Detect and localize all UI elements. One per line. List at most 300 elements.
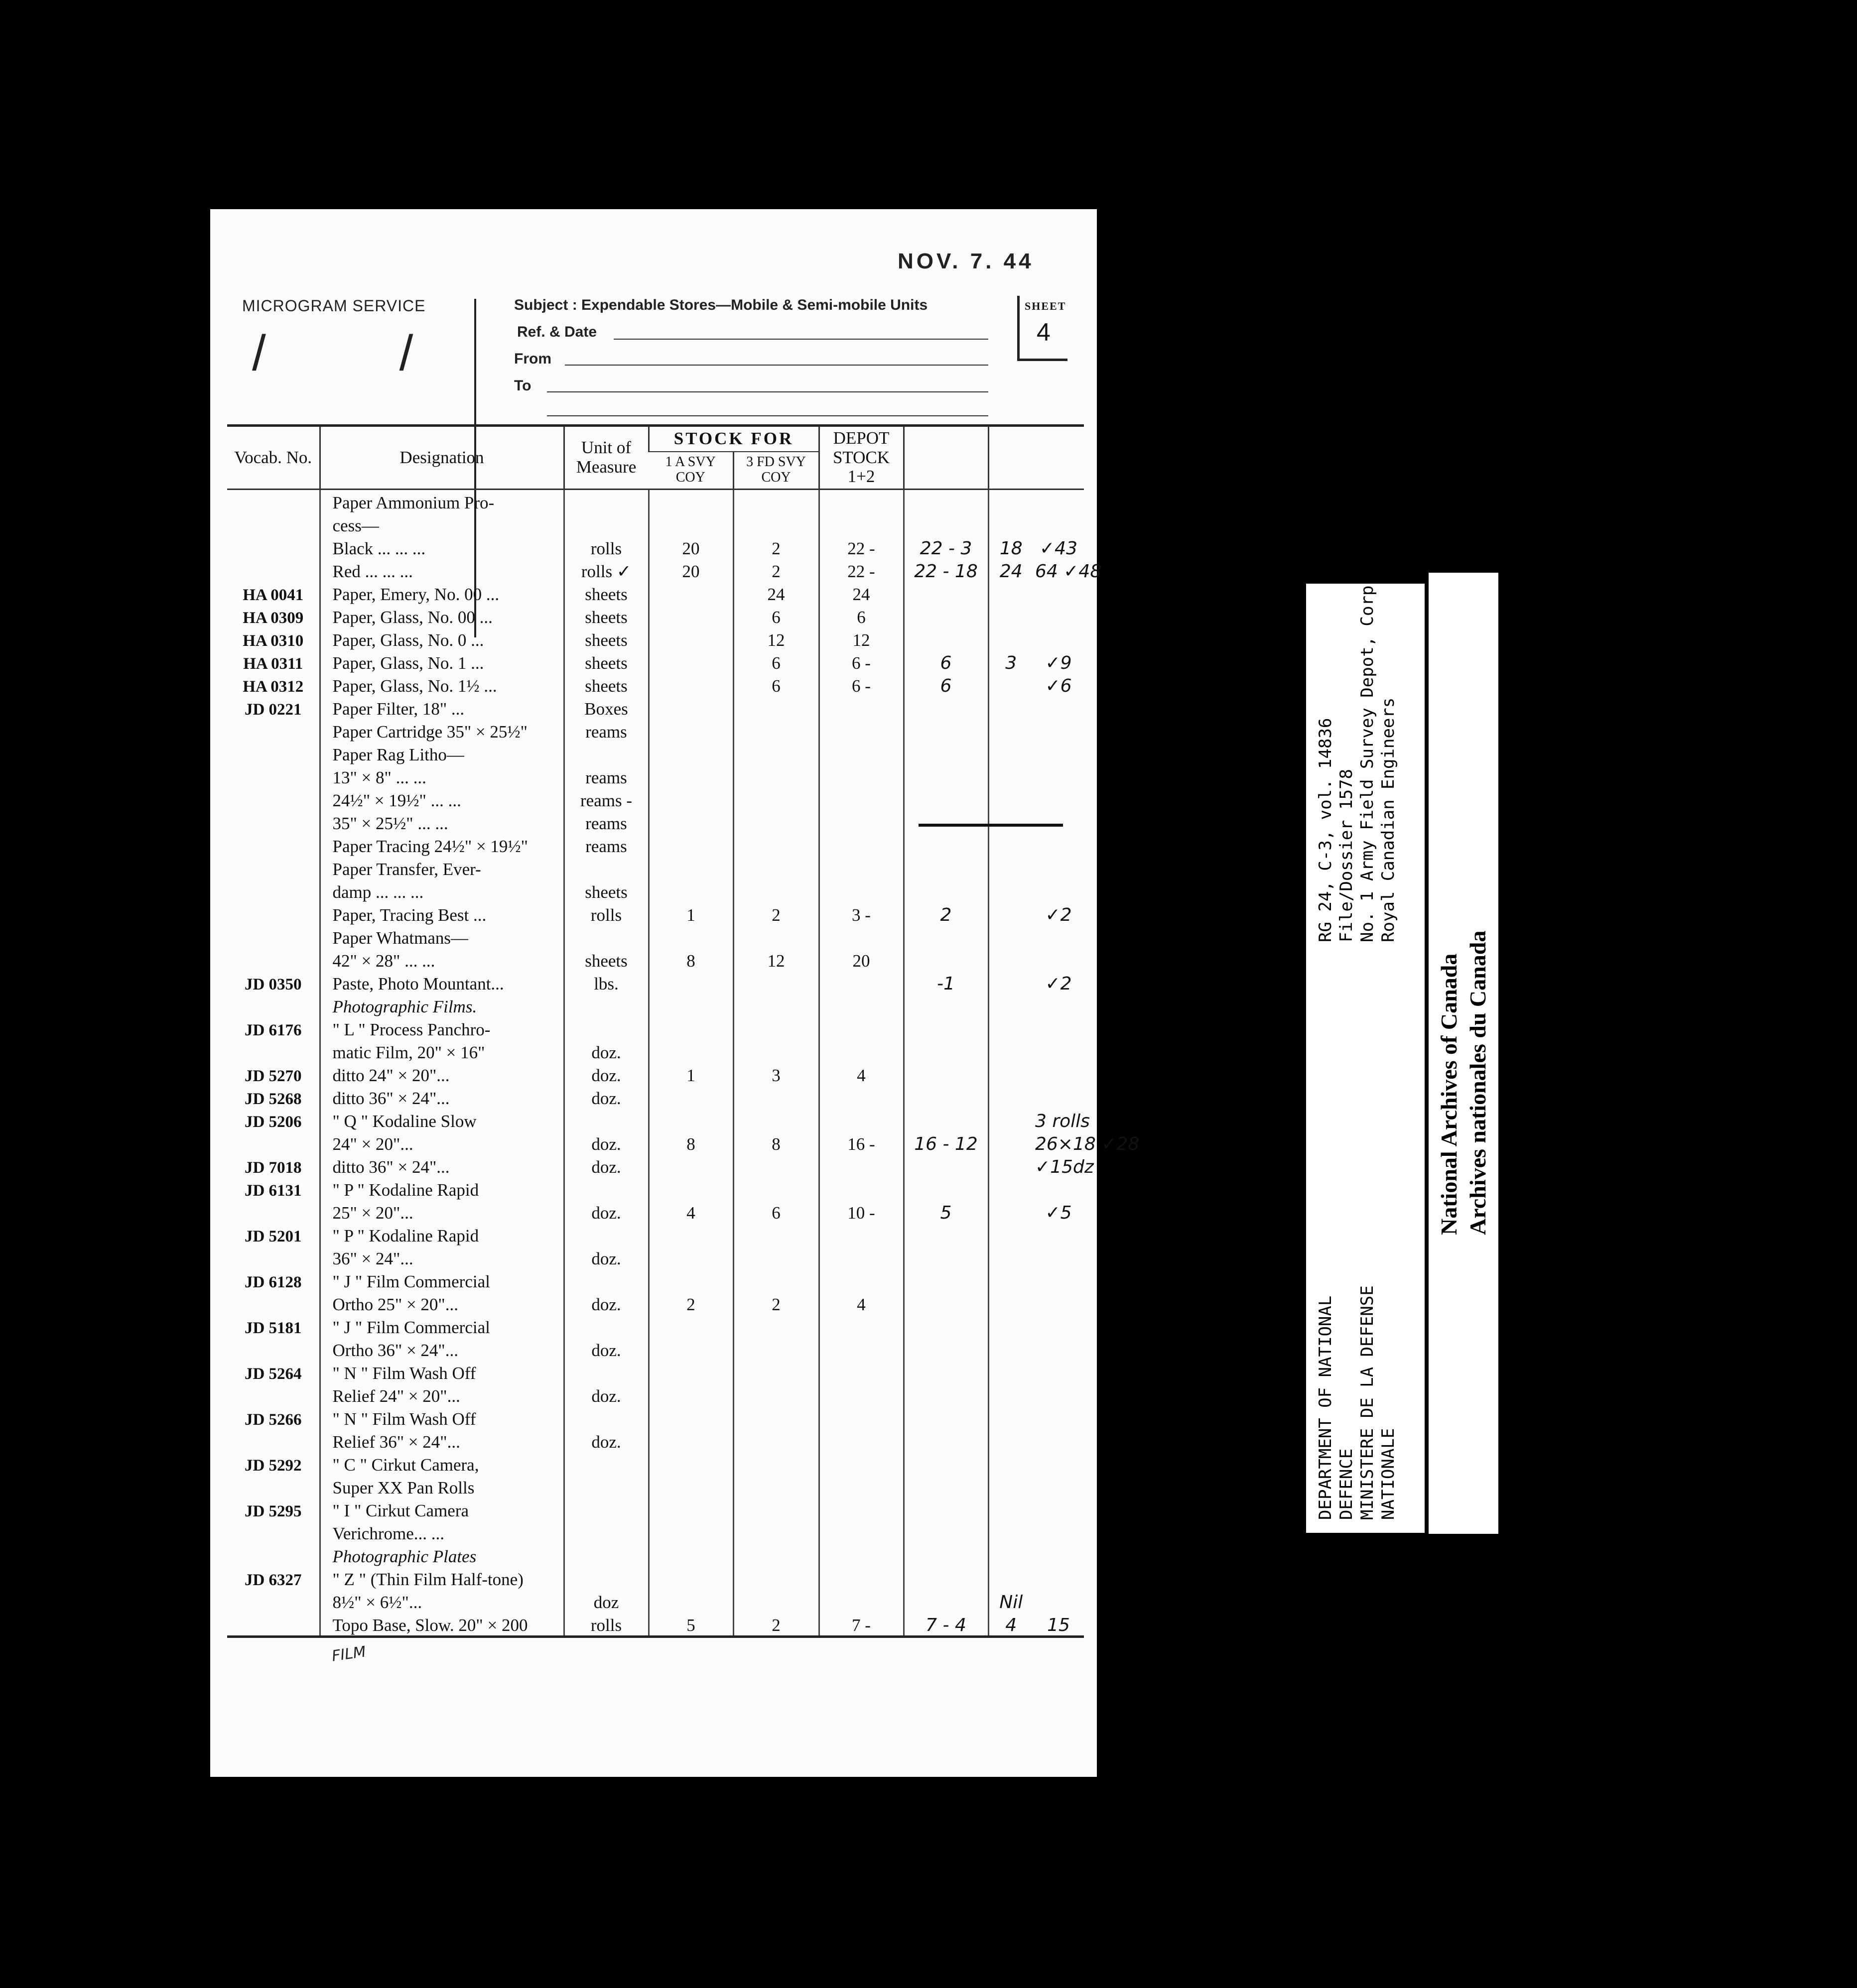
depot-stock-cell: 6 - <box>819 673 904 696</box>
vocab-cell: HA 0041 <box>243 586 304 604</box>
designation-cell: " P " Kodaline Rapid <box>320 1177 564 1200</box>
stock-3fd-cell: 2 <box>733 1292 819 1315</box>
depot-stock-cell: 20 <box>819 948 904 971</box>
unit-cell: reams <box>564 719 649 742</box>
handwritten-note-cell: 22 - 18 <box>904 559 988 582</box>
handwritten-note-cell <box>1033 1269 1084 1292</box>
table-row <box>227 788 1084 811</box>
handwritten-note-cell <box>904 1361 988 1383</box>
designation-cell: Paper, Glass, No. 0 ... <box>320 627 564 650</box>
stock-1a-cell <box>649 925 733 948</box>
designation-cell: 35" × 25½" ... ... <box>320 811 564 834</box>
designation-cell: 8½" × 6½"... <box>320 1590 564 1613</box>
table-row <box>227 1544 1084 1567</box>
depot-stock-cell: 22 - <box>819 559 904 582</box>
stock-3fd-cell <box>733 811 819 834</box>
unit-cell <box>564 1177 649 1200</box>
table-row <box>227 513 1084 536</box>
depot-stock-cell: 4 <box>819 1292 904 1315</box>
designation-cell: 24½" × 19½" ... ... <box>320 788 564 811</box>
designation-cell: " Z " (Thin Film Half-tone) <box>320 1567 564 1590</box>
depot-stock-cell <box>819 971 904 994</box>
depot-stock-cell: 6 - <box>819 650 904 673</box>
unit-cell: sheets <box>564 650 649 673</box>
from-line <box>565 365 988 366</box>
archive-line: Royal Canadian Engineers <box>1378 697 1398 942</box>
depot-stock-cell: 12 <box>819 627 904 650</box>
stock-1a-cell <box>649 1429 733 1452</box>
stock-3fd-cell: 3 <box>733 1063 819 1086</box>
handwritten-note-cell <box>988 1269 1033 1292</box>
handwritten-note-cell <box>1033 1315 1084 1338</box>
handwritten-note-cell <box>904 1177 988 1200</box>
stock-1a-cell: 1 <box>649 1063 733 1086</box>
table-row <box>227 1131 1084 1154</box>
handwritten-note-cell <box>1033 1177 1084 1200</box>
depot-stock-cell <box>819 1498 904 1521</box>
unit-cell <box>564 1521 649 1544</box>
designation-cell: Topo Base, Slow. 20" × 200 <box>320 1613 564 1637</box>
header-vocab: Vocab. No. <box>227 426 320 490</box>
stock-3fd-cell <box>733 1567 819 1590</box>
stock-1a-cell: 20 <box>649 536 733 559</box>
handwritten-note-cell <box>988 1131 1033 1154</box>
table-row <box>227 879 1084 902</box>
depot-stock-cell <box>819 1109 904 1131</box>
designation-cell: " P " Kodaline Rapid <box>320 1223 564 1246</box>
table-row <box>227 1154 1084 1177</box>
table-row <box>227 1017 1084 1040</box>
vocab-cell: JD 5292 <box>244 1456 302 1475</box>
unit-cell: doz. <box>564 1383 649 1406</box>
vocab-cell <box>227 1475 320 1498</box>
handwritten-note-cell <box>904 857 988 879</box>
table-row <box>227 1177 1084 1200</box>
depot-stock-cell <box>819 1429 904 1452</box>
designation-cell: Paper Whatmans— <box>320 925 564 948</box>
table-row <box>227 1361 1084 1383</box>
handwritten-note-cell <box>904 1429 988 1452</box>
handwritten-note-cell <box>904 742 988 765</box>
vocab-cell <box>227 1383 320 1406</box>
handwritten-note-cell: ✓2 <box>1045 973 1072 994</box>
handwritten-note-cell <box>988 627 1033 650</box>
unit-cell: rolls ✓ <box>564 559 649 582</box>
handwritten-note-cell <box>988 513 1033 536</box>
handwritten-note-cell <box>904 1063 988 1086</box>
vocab-cell <box>227 513 320 536</box>
unit-cell <box>564 1406 649 1429</box>
stock-1a-cell <box>649 879 733 902</box>
stock-3fd-cell <box>733 879 819 902</box>
to-label: To <box>514 377 531 394</box>
table-row <box>227 994 1084 1017</box>
table-row <box>227 834 1084 857</box>
handwritten-note-cell <box>1033 1040 1084 1063</box>
designation-cell: ditto 24" × 20"... <box>320 1063 564 1086</box>
stock-3fd-cell <box>733 1017 819 1040</box>
stock-1a-cell <box>649 1086 733 1109</box>
stock-3fd-cell <box>733 1223 819 1246</box>
vocab-cell <box>227 902 320 925</box>
handwritten-note-cell <box>904 627 988 650</box>
designation-cell: 25" × 20"... <box>320 1200 564 1223</box>
handwritten-note-cell <box>988 994 1033 1017</box>
handwritten-note-cell <box>904 948 988 971</box>
film-margin-note: FILM <box>330 1643 367 1665</box>
handwritten-note-cell <box>904 1338 988 1361</box>
stock-1a-cell: 20 <box>649 559 733 582</box>
stock-3fd-cell <box>733 1040 819 1063</box>
unit-cell: sheets <box>564 582 649 605</box>
designation-cell: " N " Film Wash Off <box>320 1406 564 1429</box>
vocab-cell: JD 5270 <box>244 1067 302 1085</box>
stock-3fd-cell <box>733 1452 819 1475</box>
handwritten-note-cell <box>1033 1544 1084 1567</box>
unit-cell: sheets <box>564 879 649 902</box>
depot-stock-cell: 10 - <box>819 1200 904 1223</box>
handwritten-note-cell: ✓2 <box>1045 904 1072 925</box>
national-archives-text <box>1435 931 1492 1235</box>
table-row <box>227 559 1084 582</box>
depot-stock-cell: 16 - <box>819 1131 904 1154</box>
handwritten-note-cell <box>988 1475 1033 1498</box>
unit-cell: sheets <box>564 673 649 696</box>
unit-cell <box>564 1315 649 1338</box>
stock-3fd-cell <box>733 1429 819 1452</box>
handwritten-note-cell <box>988 605 1033 627</box>
designation-cell: Paper, Glass, No. 1½ ... <box>320 673 564 696</box>
handwritten-note-cell <box>1033 765 1084 788</box>
handwritten-note-cell <box>1033 1292 1084 1315</box>
handwritten-note-cell <box>988 489 1033 513</box>
handwritten-note-cell <box>904 719 988 742</box>
handwritten-note-cell <box>988 1567 1033 1590</box>
table-row <box>227 1590 1084 1613</box>
handwritten-note-cell <box>988 696 1033 719</box>
stock-3fd-cell <box>733 765 819 788</box>
handwritten-note-cell <box>1033 627 1084 650</box>
stock-1a-cell <box>649 765 733 788</box>
handwritten-note-cell <box>904 1040 988 1063</box>
header-unit: Unit of Measure <box>564 426 649 490</box>
stock-3fd-cell <box>733 1154 819 1177</box>
designation-cell: Relief 36" × 24"... <box>320 1429 564 1452</box>
depot-stock-cell <box>819 1452 904 1475</box>
stock-3fd-cell: 12 <box>733 627 819 650</box>
archive-line: DEFENCE <box>1336 1448 1356 1520</box>
stock-3fd-cell <box>733 788 819 811</box>
handwritten-note-cell <box>1033 1521 1084 1544</box>
designation-cell: Paper Rag Litho— <box>320 742 564 765</box>
stock-1a-cell: 5 <box>649 1613 733 1637</box>
handwritten-note-cell <box>988 925 1033 948</box>
stock-1a-cell <box>649 696 733 719</box>
vocab-cell <box>227 834 320 857</box>
handwritten-note-cell <box>988 834 1033 857</box>
handwritten-note-cell <box>904 1292 988 1315</box>
handwritten-note-cell <box>904 1315 988 1338</box>
table-row <box>227 971 1084 994</box>
handwritten-note-cell <box>904 1498 988 1521</box>
depot-stock-cell: 24 <box>819 582 904 605</box>
to-line <box>547 391 988 392</box>
stock-1a-cell <box>649 1109 733 1131</box>
designation-cell: Paper, Glass, No. 1 ... <box>320 650 564 673</box>
service-label: MICROGRAM SERVICE <box>242 297 426 315</box>
handwritten-note-cell <box>988 811 1033 834</box>
unit-cell: doz. <box>564 1063 649 1086</box>
vocab-cell <box>227 1200 320 1223</box>
unit-cell: doz. <box>564 1292 649 1315</box>
stock-1a-cell <box>649 673 733 696</box>
unit-cell: doz <box>564 1590 649 1613</box>
vocab-cell <box>227 994 320 1017</box>
unit-cell <box>564 1223 649 1246</box>
stock-3fd-cell <box>733 1475 819 1498</box>
unit-cell <box>564 1452 649 1475</box>
stock-1a-cell <box>649 627 733 650</box>
handwritten-note-cell <box>988 1498 1033 1521</box>
vocab-cell <box>227 1292 320 1315</box>
unit-cell <box>564 925 649 948</box>
handwritten-note-cell <box>988 1086 1033 1109</box>
handwritten-note-cell <box>1033 489 1084 513</box>
designation-cell: ditto 36" × 24"... <box>320 1086 564 1109</box>
designation-cell: Paper Transfer, Ever- <box>320 857 564 879</box>
unit-cell <box>564 1498 649 1521</box>
depot-stock-cell <box>819 719 904 742</box>
subject-label: Subject : Expendable Stores—Mobile & Semi-mobile Units <box>514 297 928 313</box>
depot-stock-cell <box>819 1017 904 1040</box>
handwritten-note-cell <box>904 1269 988 1292</box>
stock-3fd-cell <box>733 1498 819 1521</box>
handwritten-note-cell <box>988 1177 1033 1200</box>
table-row <box>227 1086 1084 1109</box>
handwritten-note-cell: ✓15dz <box>1035 1156 1094 1177</box>
header-designation: Designation <box>320 426 564 490</box>
sheet-number: 4 <box>1037 318 1051 346</box>
unit-cell: sheets <box>564 627 649 650</box>
stock-1a-cell <box>649 605 733 627</box>
table-row <box>227 489 1084 513</box>
stock-3fd-cell <box>733 971 819 994</box>
vocab-cell <box>227 925 320 948</box>
stock-1a-cell: 1 <box>649 902 733 925</box>
handwritten-note-cell <box>904 1590 988 1613</box>
depot-stock-cell <box>819 1177 904 1200</box>
header-stock-for: STOCK FOR <box>649 426 819 452</box>
depot-stock-cell <box>819 1383 904 1406</box>
stock-3fd-cell <box>733 1383 819 1406</box>
handwritten-note-cell <box>988 582 1033 605</box>
handwritten-note-cell <box>1033 742 1084 765</box>
table-body <box>227 489 1140 1636</box>
vocab-cell: JD 6327 <box>244 1571 302 1589</box>
handwritten-note-cell <box>1033 513 1084 536</box>
stock-1a-cell <box>649 582 733 605</box>
stock-1a-cell <box>649 1567 733 1590</box>
strikethrough-mark <box>919 824 1063 827</box>
vocab-cell: HA 0310 <box>243 631 304 650</box>
vocab-cell: HA 0312 <box>243 677 304 696</box>
stock-1a-cell <box>649 1315 733 1338</box>
stock-3fd-cell <box>733 1544 819 1567</box>
handwritten-note-cell <box>1033 811 1084 834</box>
designation-cell: " J " Film Commercial <box>320 1315 564 1338</box>
archive-text-top <box>1315 575 1399 942</box>
depot-stock-cell <box>819 879 904 902</box>
unit-cell: reams <box>564 811 649 834</box>
designation-cell: 24" × 20"... <box>320 1131 564 1154</box>
document-date: NOV. 7. 44 <box>898 249 1034 273</box>
stock-3fd-cell <box>733 1269 819 1292</box>
designation-cell: Ortho 25" × 20"... <box>320 1292 564 1315</box>
stock-1a-cell <box>649 1269 733 1292</box>
unit-cell: doz. <box>564 1246 649 1269</box>
vocab-cell <box>227 1521 320 1544</box>
table-row <box>227 1200 1084 1223</box>
handwritten-note-cell <box>1033 834 1084 857</box>
handwritten-note-cell <box>904 765 988 788</box>
depot-stock-cell <box>819 857 904 879</box>
stock-1a-cell <box>649 857 733 879</box>
handwritten-note-cell <box>1033 788 1084 811</box>
handwritten-note-cell <box>988 765 1033 788</box>
handwritten-note-cell <box>988 1361 1033 1383</box>
unit-cell <box>564 489 649 513</box>
stock-1a-cell <box>649 1452 733 1475</box>
handwritten-note-cell <box>988 857 1033 879</box>
table-row <box>227 1246 1084 1269</box>
handwritten-note-cell: 22 - 3 <box>904 536 988 559</box>
stock-3fd-cell: 6 <box>733 650 819 673</box>
table-row <box>227 536 1084 559</box>
unit-cell: doz. <box>564 1338 649 1361</box>
handwritten-note-cell <box>904 1383 988 1406</box>
stock-1a-cell <box>649 1154 733 1177</box>
header-blank-1 <box>904 426 988 490</box>
depot-stock-cell <box>819 1154 904 1177</box>
vocab-cell <box>227 1590 320 1613</box>
handwritten-note-cell <box>988 1406 1033 1429</box>
handwritten-note-cell: 26×18 ✓28 <box>1035 1133 1140 1154</box>
handwritten-note-cell <box>988 1154 1033 1177</box>
handwritten-note-cell <box>904 994 988 1017</box>
vocab-cell: HA 0309 <box>243 609 304 627</box>
depot-stock-cell <box>819 788 904 811</box>
stock-3fd-cell <box>733 489 819 513</box>
handwritten-note-cell <box>988 1292 1033 1315</box>
stock-1a-cell: 8 <box>649 1131 733 1154</box>
stock-1a-cell: 4 <box>649 1200 733 1223</box>
handwritten-note-cell <box>1033 696 1084 719</box>
stock-3fd-cell <box>733 1177 819 1200</box>
handwritten-note-cell <box>904 1452 988 1475</box>
handwritten-note-cell <box>1033 1063 1084 1086</box>
unit-cell: doz. <box>564 1429 649 1452</box>
stock-1a-cell <box>649 513 733 536</box>
handwritten-note-cell <box>988 788 1033 811</box>
designation-cell: 36" × 24"... <box>320 1246 564 1269</box>
vocab-cell <box>227 948 320 971</box>
stock-1a-cell <box>649 1040 733 1063</box>
stock-3fd-cell <box>733 1086 819 1109</box>
stock-3fd-cell: 24 <box>733 582 819 605</box>
stock-3fd-cell <box>733 1406 819 1429</box>
stock-1a-cell <box>649 1177 733 1200</box>
header-blank-3 <box>1033 426 1084 490</box>
designation-cell: " Q " Kodaline Slow <box>320 1109 564 1131</box>
table-row <box>227 627 1084 650</box>
handwritten-note-cell <box>988 1315 1033 1338</box>
handwritten-note-cell <box>1033 1338 1084 1361</box>
table-row <box>227 1109 1084 1131</box>
depot-stock-cell: 6 <box>819 605 904 627</box>
vocab-cell: JD 6128 <box>244 1273 302 1291</box>
stock-1a-cell <box>649 719 733 742</box>
handwritten-note-cell <box>904 834 988 857</box>
stock-table <box>227 424 1140 1638</box>
handwritten-note-cell <box>904 811 988 834</box>
stock-1a-cell <box>649 971 733 994</box>
stock-3fd-cell <box>733 1590 819 1613</box>
stock-1a-cell <box>649 788 733 811</box>
vocab-cell <box>227 719 320 742</box>
archives-line-en: National Archives of Canada <box>1436 953 1461 1235</box>
table-row <box>227 1429 1084 1452</box>
stock-3fd-cell: 6 <box>733 673 819 696</box>
stock-1a-cell <box>649 489 733 513</box>
depot-stock-cell <box>819 1315 904 1338</box>
handwritten-note-cell <box>904 582 988 605</box>
archive-line: NATIONALE <box>1378 1428 1398 1520</box>
unit-cell: reams <box>564 765 649 788</box>
stock-3fd-cell: 2 <box>733 1613 819 1637</box>
table-row <box>227 765 1084 788</box>
vocab-cell: JD 5268 <box>244 1090 302 1108</box>
depot-stock-cell: 7 - <box>819 1613 904 1637</box>
table-row <box>227 1292 1084 1315</box>
handwritten-note-cell <box>904 1086 988 1109</box>
handwritten-note-cell: 3 rolls <box>1035 1111 1090 1131</box>
unit-cell: rolls <box>564 1613 649 1637</box>
handwritten-note-cell: 15 <box>1033 1613 1084 1637</box>
handwritten-note-cell <box>988 673 1033 696</box>
vocab-cell: JD 0350 <box>244 975 302 994</box>
depot-stock-cell <box>819 1269 904 1292</box>
handwritten-note-cell <box>1033 582 1084 605</box>
unit-cell: Boxes <box>564 696 649 719</box>
handwritten-note-cell <box>904 1223 988 1246</box>
vocab-cell <box>227 1544 320 1567</box>
handwritten-note-cell <box>904 1109 988 1131</box>
unit-cell <box>564 1109 649 1131</box>
designation-cell: 42" × 28" ... ... <box>320 948 564 971</box>
handwritten-note-cell <box>904 1567 988 1590</box>
handwritten-note-cell <box>988 1223 1033 1246</box>
table-row <box>227 1315 1084 1338</box>
unit-cell <box>564 1017 649 1040</box>
handwritten-note-cell: 24 <box>988 559 1033 582</box>
handwritten-note-cell <box>1033 925 1084 948</box>
handwritten-note-cell <box>1033 1406 1084 1429</box>
depot-stock-cell <box>819 1246 904 1269</box>
handwritten-note-cell <box>1033 1567 1084 1590</box>
handwritten-note-cell <box>904 1246 988 1269</box>
stock-3fd-cell <box>733 513 819 536</box>
handwritten-note-cell: 5 <box>904 1200 988 1223</box>
